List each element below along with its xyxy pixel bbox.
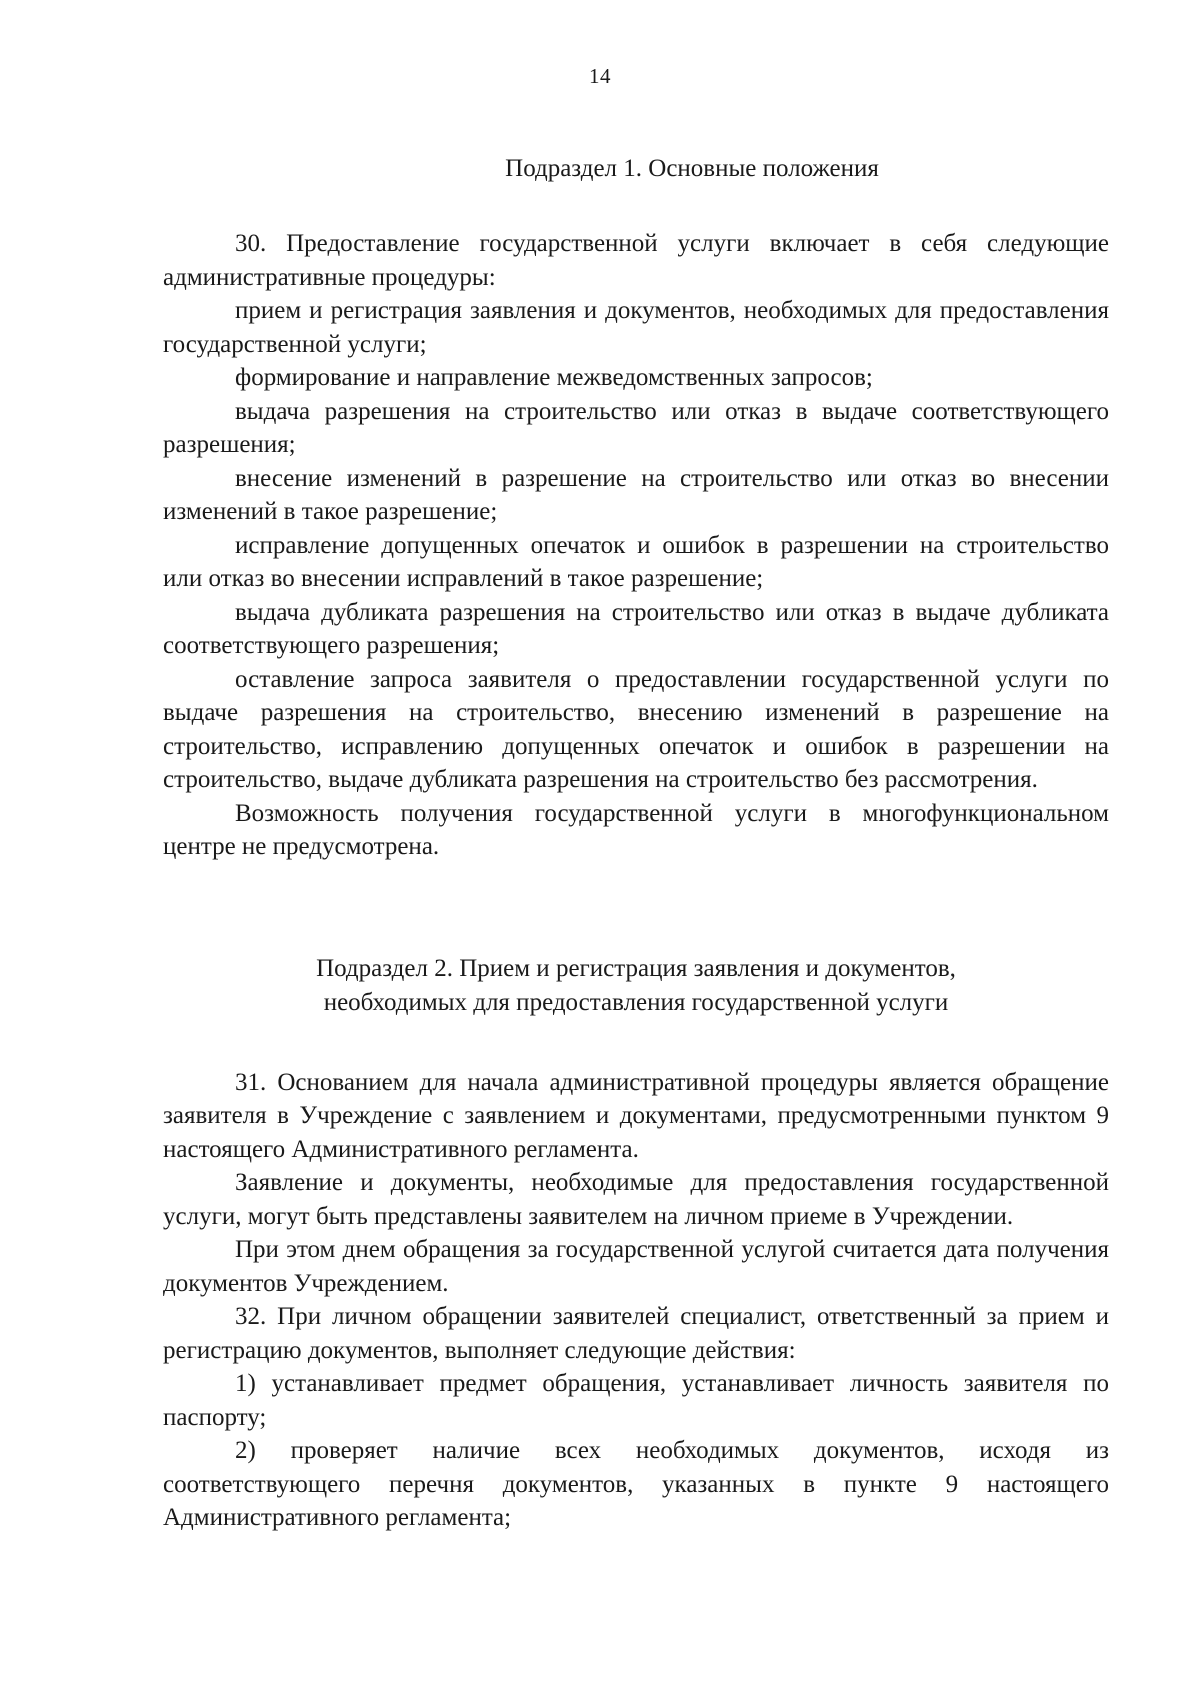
paragraph-mfc: Возможность получения государственной услуги в многофункциональном центре не предусмотрена. <box>163 799 1109 860</box>
list-item-no-review: оставление запроса заявителя о предоставлении государственной услуги по выдаче разрешения на строительство, внесению изменений в разрешение на строительство, исправлению допущенных опечаток и ошибок в разрешении на строительство, выдаче дубликата разрешения на строительство без рассмотрения. <box>163 665 1109 793</box>
page-content <box>163 152 1109 1535</box>
page-number: 14 <box>589 64 611 88</box>
spacer <box>163 864 1109 952</box>
paragraph-31: 31. Основанием для начала административной процедуры является обращение заявителя в Учреждение с заявлением и документами, предусмотренными пунктом 9 настоящего Административного регламента. <box>163 1068 1109 1163</box>
list-item-permit-issue: выдача разрешения на строительство или отказ в выдаче соответствующего разрешения; <box>163 397 1109 458</box>
list-item-reception: прием и регистрация заявления и документов, необходимых для предоставления государственной услуги; <box>163 297 1109 358</box>
section-2-body <box>163 1066 1109 1535</box>
spacer <box>163 186 1109 227</box>
list-item-requests: формирование и направление межведомственных запросов; <box>235 364 873 391</box>
section-1-body <box>163 227 1109 864</box>
list-item-2: 2) проверяет наличие всех необходимых документов, исходя из соответствующего перечня документов, указанных в пункте 9 настоящего Административного регламента; <box>163 1437 1109 1531</box>
paragraph-32: 32. При личном обращении заявителей специалист, ответственный за прием и регистрацию документов, выполняет следующие действия: <box>163 1303 1109 1364</box>
list-item-duplicate: выдача дубликата разрешения на строительство или отказ в выдаче дубликата соответствующего разрешения; <box>163 598 1109 659</box>
section-2-heading-line-1: Подраздел 2. Прием и регистрация заявления и документов, <box>316 954 956 982</box>
list-item-permit-changes: внесение изменений в разрешение на строительство или отказ во внесении изменений в такое разрешение; <box>163 464 1109 525</box>
list-item-corrections: исправление допущенных опечаток и ошибок в разрешении на строительство или отказ во внесении исправлений в такое разрешение; <box>163 531 1109 592</box>
section-2-heading <box>163 952 1109 1020</box>
list-item-1: 1) устанавливает предмет обращения, устанавливает личность заявителя по паспорту; <box>163 1370 1109 1431</box>
paragraph-application-date: При этом днем обращения за государственной услугой считается дата получения документов Учреждением. <box>163 1236 1109 1297</box>
section-1-heading: Подраздел 1. Основные положения <box>505 155 879 182</box>
paragraph-documents-submission: Заявление и документы, необходимые для предоставления государственной услуги, могут быть представлены заявителем на личном приеме в Учреждении. <box>163 1169 1109 1230</box>
paragraph-30: 30. Предоставление государственной услуги включает в себя следующие административные процедуры: <box>163 230 1109 291</box>
section-2-heading-line-2: необходимых для предоставления государственной услуги <box>323 988 949 1016</box>
